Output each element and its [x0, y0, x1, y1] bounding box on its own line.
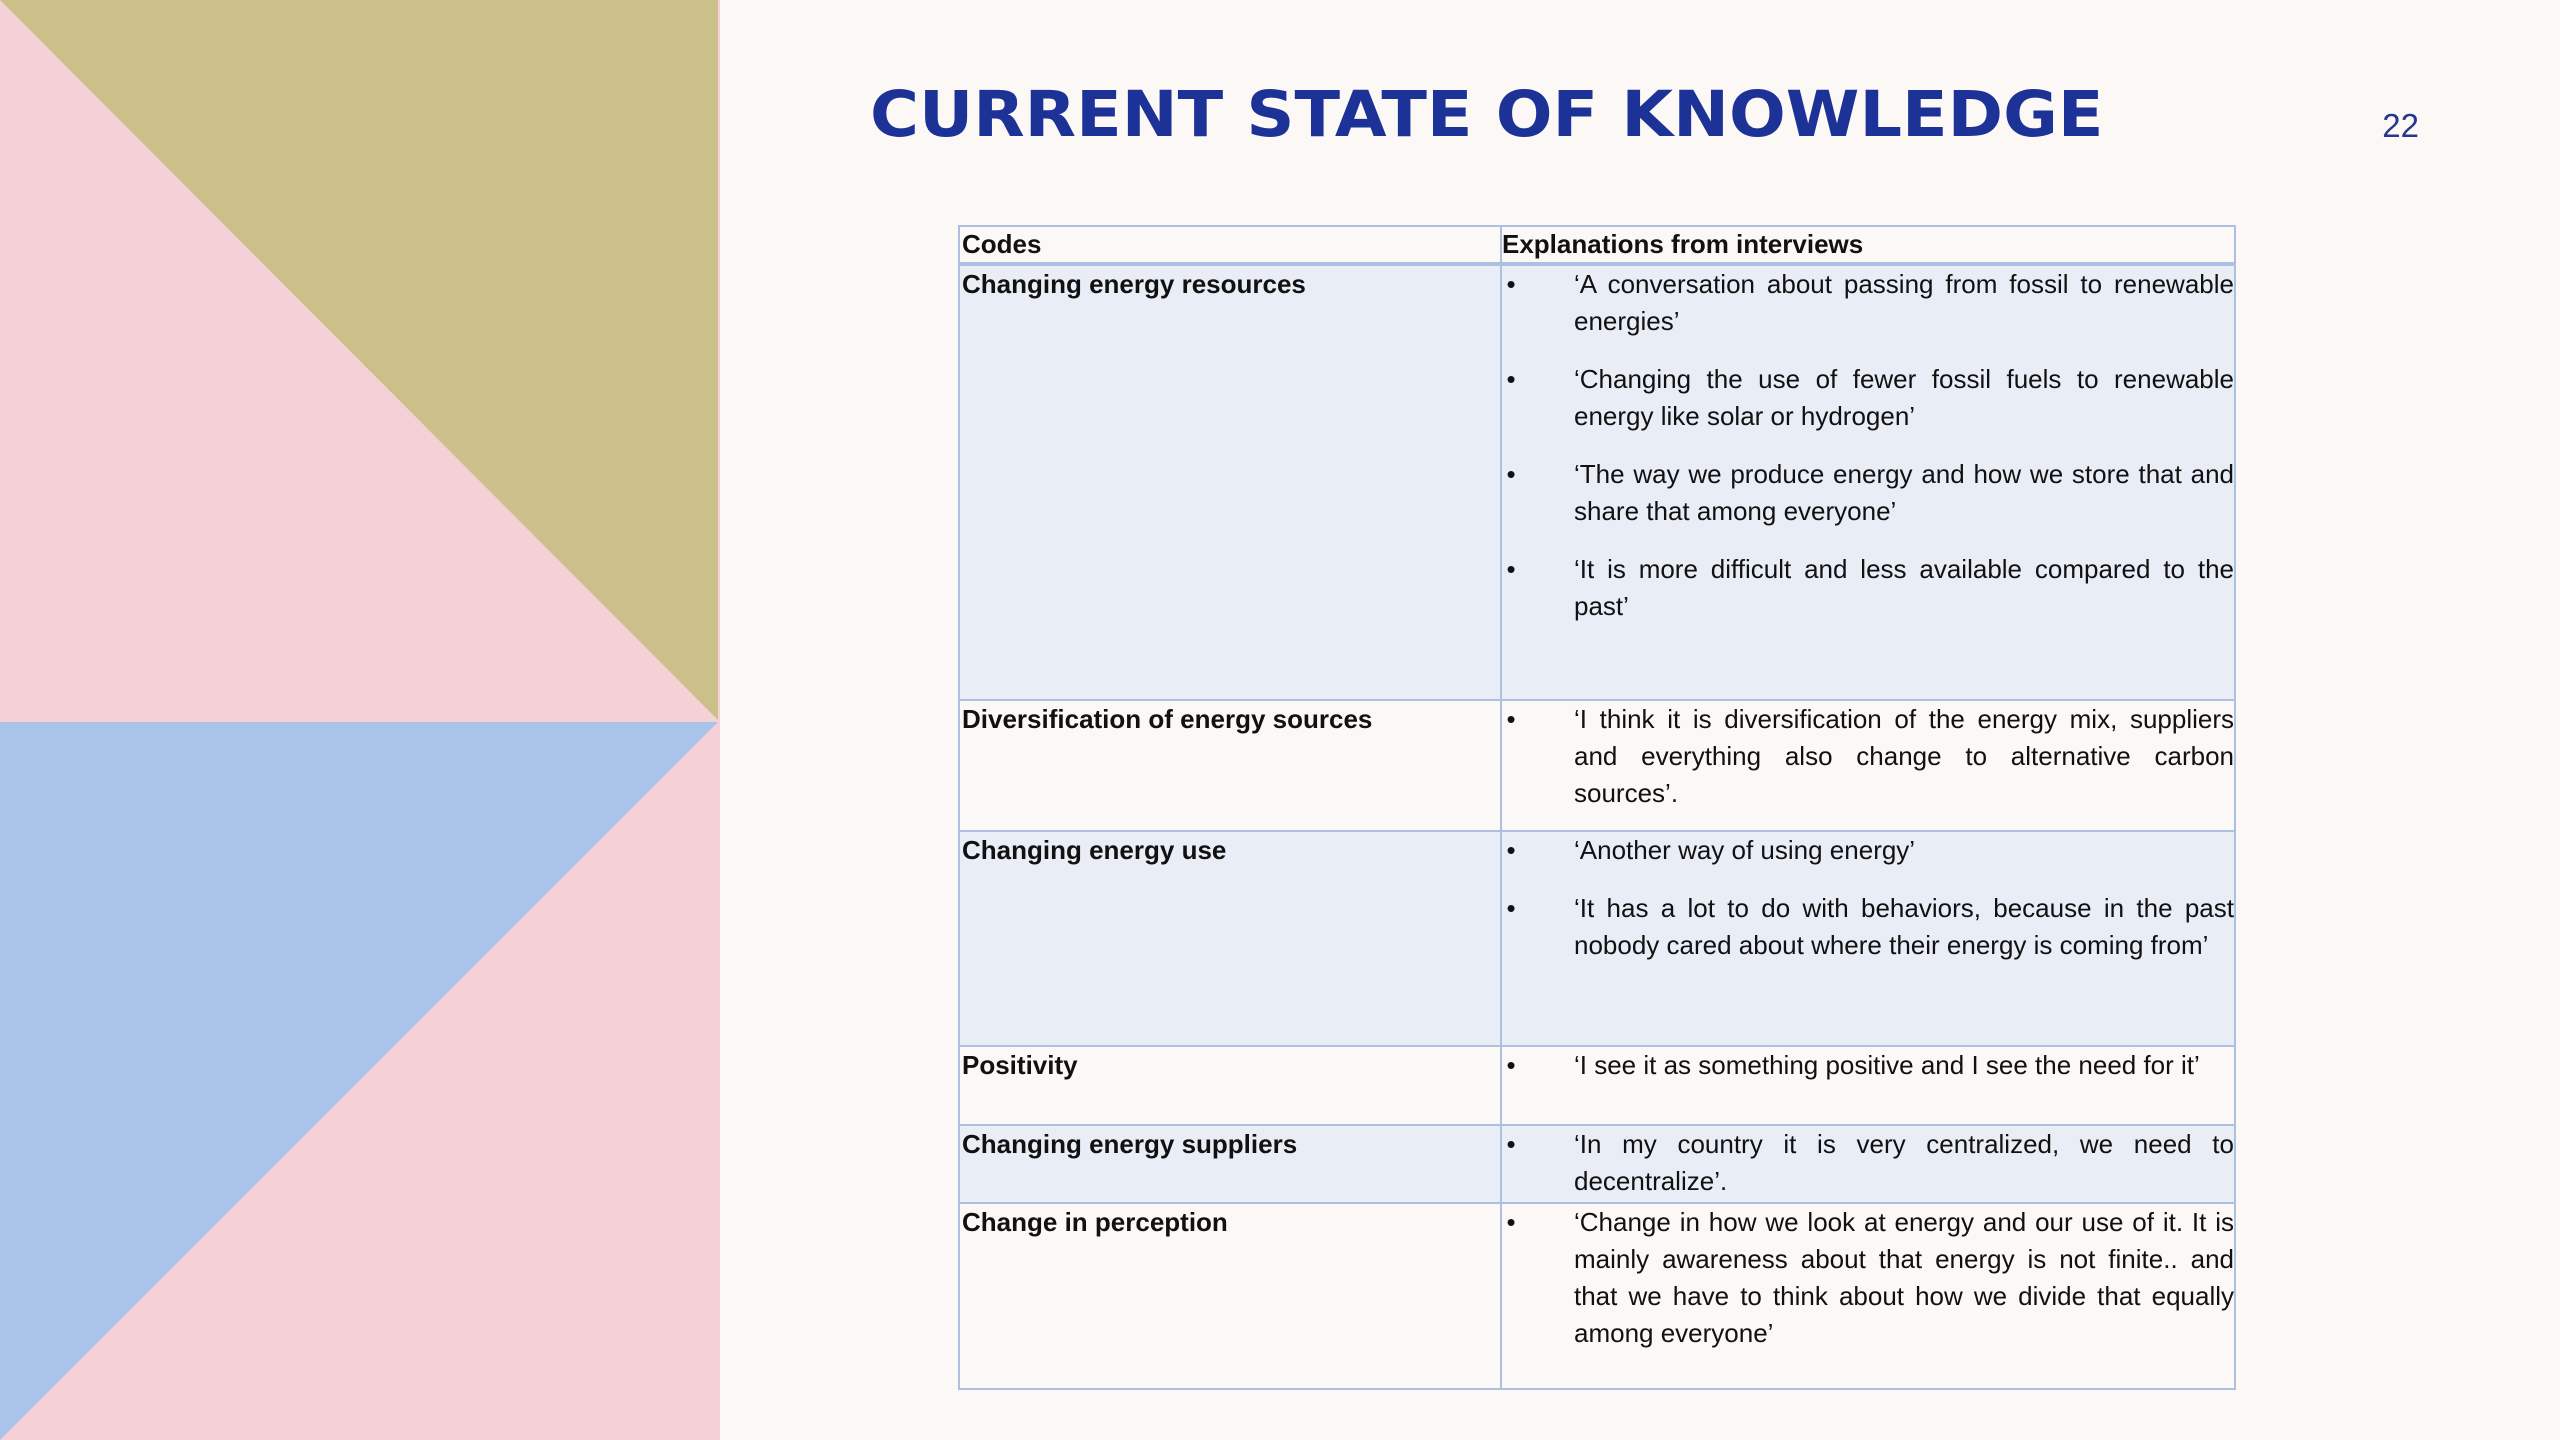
quote-text: ‘It has a lot to do with behaviors, because in the past nobody cared about where their energy is coming from’ [1574, 893, 2234, 960]
table-body [959, 264, 2235, 1389]
code-cell: Change in perception [959, 1203, 1501, 1389]
quote-text: ‘In my country it is very centralized, we need to decentralize’. [1574, 1129, 2234, 1196]
quote-text: ‘I think it is diversification of the energy mix, suppliers and everything also change to alternative carbon sources’. [1574, 704, 2234, 808]
explanations-cell [1501, 831, 2235, 1046]
explanations-cell [1501, 700, 2235, 831]
list-item [1502, 1126, 2234, 1200]
quote-list [1502, 701, 2234, 812]
table-row [959, 700, 2235, 831]
bullet-icon: • [1506, 364, 1516, 394]
quote-text: ‘Changing the use of fewer fossil fuels to renewable energy like solar or hydrogen’ [1574, 364, 2234, 431]
bullet-icon: • [1506, 704, 1516, 734]
code-cell: Changing energy suppliers [959, 1125, 1501, 1203]
bullet-icon: • [1506, 554, 1516, 584]
explanations-cell [1501, 1125, 2235, 1203]
list-item [1502, 701, 2234, 812]
bullet-icon: • [1506, 893, 1516, 923]
code-cell: Diversification of energy sources [959, 700, 1501, 831]
list-item [1502, 890, 2234, 964]
code-cell: Changing energy resources [959, 264, 1501, 700]
quote-text: ‘Another way of using energy’ [1574, 835, 1916, 865]
quote-list [1502, 1047, 2234, 1084]
quote-list [1502, 832, 2234, 964]
quote-text: ‘The way we produce energy and how we store that and share that among everyone’ [1574, 459, 2234, 526]
bullet-icon: • [1506, 1050, 1516, 1080]
list-item [1502, 1204, 2234, 1352]
slide-title: CURRENT STATE OF KNOWLEDGE [870, 78, 2104, 151]
explanations-cell [1501, 1046, 2235, 1125]
table-row [959, 831, 2235, 1046]
table-header [959, 226, 2235, 264]
list-item [1502, 456, 2234, 530]
quote-text: ‘It is more difficult and less available compared to the past’ [1574, 554, 2234, 621]
code-cell: Changing energy use [959, 831, 1501, 1046]
table-header-row [959, 226, 2235, 264]
list-item [1502, 266, 2234, 340]
bullet-icon: • [1506, 1207, 1516, 1237]
codes-table [958, 225, 2236, 1390]
explanations-cell [1501, 264, 2235, 700]
table-row [959, 1125, 2235, 1203]
quote-list [1502, 1204, 2234, 1352]
bullet-icon: • [1506, 835, 1516, 865]
header-explanations: Explanations from interviews [1501, 226, 2235, 264]
list-item [1502, 832, 2234, 869]
page-number: 22 [2382, 107, 2419, 144]
header-codes: Codes [959, 226, 1501, 264]
bullet-icon: • [1506, 1129, 1516, 1159]
quote-text: ‘I see it as something positive and I see the need for it’ [1574, 1050, 2200, 1080]
explanations-cell [1501, 1203, 2235, 1389]
list-item [1502, 1047, 2234, 1084]
bullet-icon: • [1506, 459, 1516, 489]
quote-text: ‘Change in how we look at energy and our use of it. It is mainly awareness about that energy is not finite.. and that we have to think about how we divide that equally among everyone’ [1574, 1207, 2234, 1348]
table-row [959, 1203, 2235, 1389]
quote-text: ‘A conversation about passing from fossil to renewable energies’ [1574, 269, 2234, 336]
table-row [959, 1046, 2235, 1125]
bullet-icon: • [1506, 269, 1516, 299]
list-item [1502, 361, 2234, 435]
table-row [959, 264, 2235, 700]
list-item [1502, 551, 2234, 625]
code-cell: Positivity [959, 1046, 1501, 1125]
decorative-geometric-shapes [0, 0, 720, 1440]
quote-list [1502, 266, 2234, 625]
quote-list [1502, 1126, 2234, 1200]
